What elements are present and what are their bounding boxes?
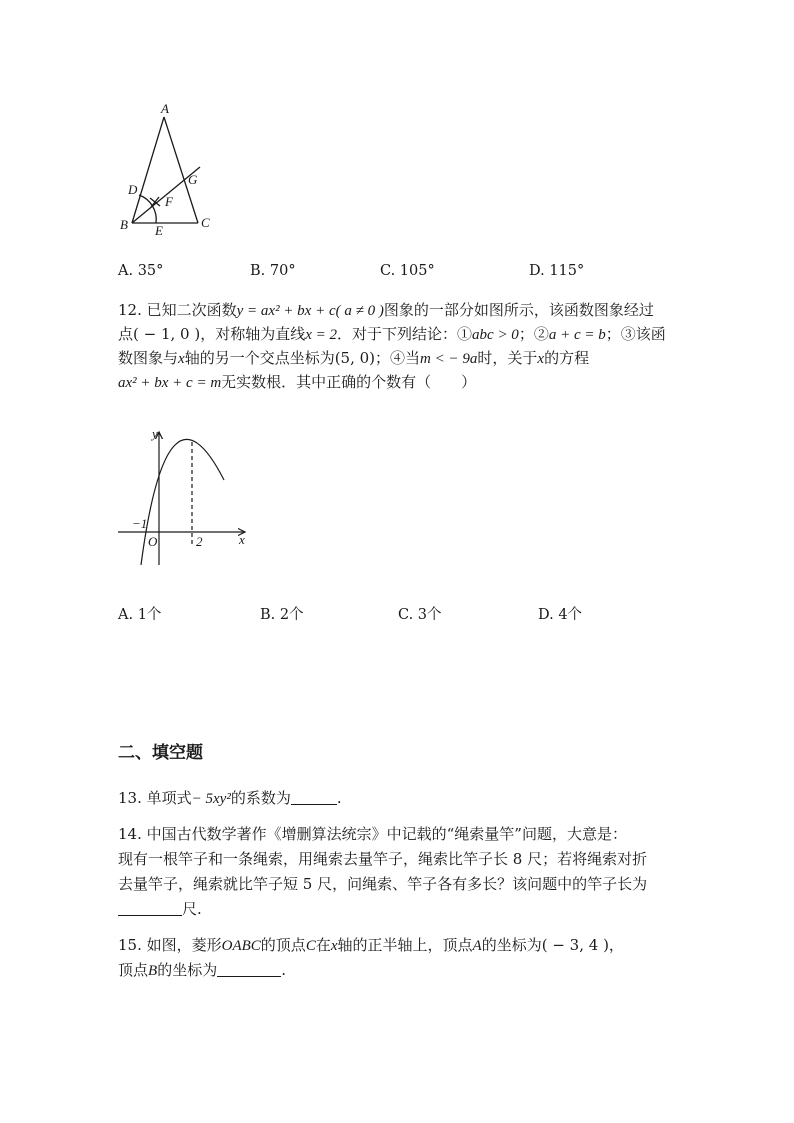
q15-text: ， [608, 936, 624, 954]
q12-text: 数图象与 [118, 349, 179, 367]
q15-text: 轴的正半轴上，顶点 [337, 936, 473, 954]
q13-answer-blank[interactable] [291, 788, 337, 805]
q15-text: 的坐标为 [481, 936, 542, 954]
label-g: G [188, 172, 198, 187]
q12-text: ，对称轴为直线 [200, 325, 306, 343]
q11-option-c: C. 105° [380, 263, 435, 279]
q11-option-a: A. 35° [118, 263, 164, 279]
q12-axis: x = 2 [305, 327, 338, 343]
q14-line-3: 去量竿子，绳索就比竿子短 5 尺，问绳索、竿子各有多长？该问题中的竿子长为 [118, 875, 648, 893]
label-c: C [201, 215, 210, 230]
q15-rhombus-name: OABC [221, 938, 261, 954]
neg-one-label: −1 [132, 516, 148, 531]
q15-var: x [330, 938, 338, 954]
q12-option-a: A. 1个 [118, 607, 162, 623]
q15-coordinate: ( − 3, 4 ) [541, 936, 609, 954]
q15-var: C [305, 938, 316, 954]
q12-text: 无实数根．其中正确的个数有（ ） [221, 373, 477, 391]
q13-text: 的系数为 [230, 789, 291, 807]
q15-text: 在 [315, 936, 331, 954]
q15-text: 的顶点 [260, 936, 306, 954]
q12-line-4 [118, 370, 476, 395]
triangle-figure [110, 95, 230, 245]
q13-text: 13. 单项式 [118, 789, 192, 807]
q12-equation: ax² + bx + c = m [118, 375, 222, 391]
q11-option-d: D. 115° [529, 263, 585, 279]
q12-option-c: C. 3个 [398, 607, 442, 623]
y-axis-label: y [152, 426, 158, 441]
q14-text: 尺. [182, 900, 202, 918]
q12-text: 的方程 [544, 349, 590, 367]
q14-answer-blank[interactable] [118, 899, 182, 916]
label-f: F [165, 194, 173, 209]
q12-point: (5, 0) [334, 349, 376, 367]
q12-line-3 [118, 346, 589, 371]
q12-text: 点 [118, 325, 134, 343]
q12-conclusion-1: abc > 0 [472, 327, 519, 343]
q12-conclusion-2: a + c = b [548, 327, 606, 343]
q15-answer-blank[interactable] [217, 960, 281, 977]
q15-text: 15. 如图，菱形 [118, 936, 222, 954]
origin-label: O [148, 534, 158, 549]
q13-line [118, 786, 342, 811]
q12-var: x [178, 351, 185, 367]
q13-expression: − 5xy² [191, 791, 231, 807]
q12-condition: ( a ≠ 0 ) [335, 303, 384, 319]
label-a: A [161, 101, 169, 116]
q11-option-b: B. 70° [250, 263, 296, 279]
construction-arc [139, 195, 156, 223]
x-axis-label: x [239, 532, 245, 547]
q15-text: 的坐标为 [157, 961, 218, 979]
q12-text: 轴的另一个交点坐标为 [184, 349, 335, 367]
q12-text: 图象的一部分如图所示，该函数图象经过 [383, 301, 654, 319]
q14-line-1: 14. 中国古代数学著作《增删算法统宗》中记载的“绳索量竿”问题，大意是： [118, 825, 627, 843]
side-ab [132, 117, 164, 223]
q15-line-2 [118, 958, 286, 983]
label-e: E [155, 223, 163, 238]
q15-line-1 [118, 933, 624, 958]
q12-text: 12. 已知二次函数 [118, 301, 237, 319]
q15-text: 顶点 [118, 961, 149, 979]
q12-text: ；② [518, 325, 549, 343]
label-b: B [120, 217, 128, 232]
q12-option-b: B. 2个 [260, 607, 304, 623]
q12-point: ( − 1, 0 ) [133, 325, 201, 343]
q12-line-1 [118, 298, 654, 323]
q14-line-2: 现有一根竿子和一条绳索，用绳索去量竿子，绳索比竿子长 8 尺；若将绳索对折 [118, 850, 648, 868]
q15-var: B [148, 963, 158, 979]
q12-line-2 [118, 322, 666, 347]
two-label: 2 [196, 534, 203, 549]
parabola-figure [110, 420, 260, 575]
q12-var: x [537, 351, 545, 367]
q13-text: . [336, 789, 342, 807]
q12-condition-m: m < − 9a [420, 351, 478, 367]
section-title: 二、填空题 [118, 743, 203, 763]
q15-text: . [281, 961, 286, 979]
q12-text: ；③该函 [605, 325, 666, 343]
q12-text: 时，关于 [477, 349, 538, 367]
q12-text: ．对于下列结论：① [337, 325, 473, 343]
label-d: D [128, 182, 138, 197]
q12-option-d: D. 4个 [538, 607, 583, 623]
q12-text: ；④当 [375, 349, 421, 367]
q15-var: A [472, 938, 482, 954]
q12-function: y = ax² + bx + c [236, 303, 336, 319]
q14-line-4 [118, 897, 202, 921]
